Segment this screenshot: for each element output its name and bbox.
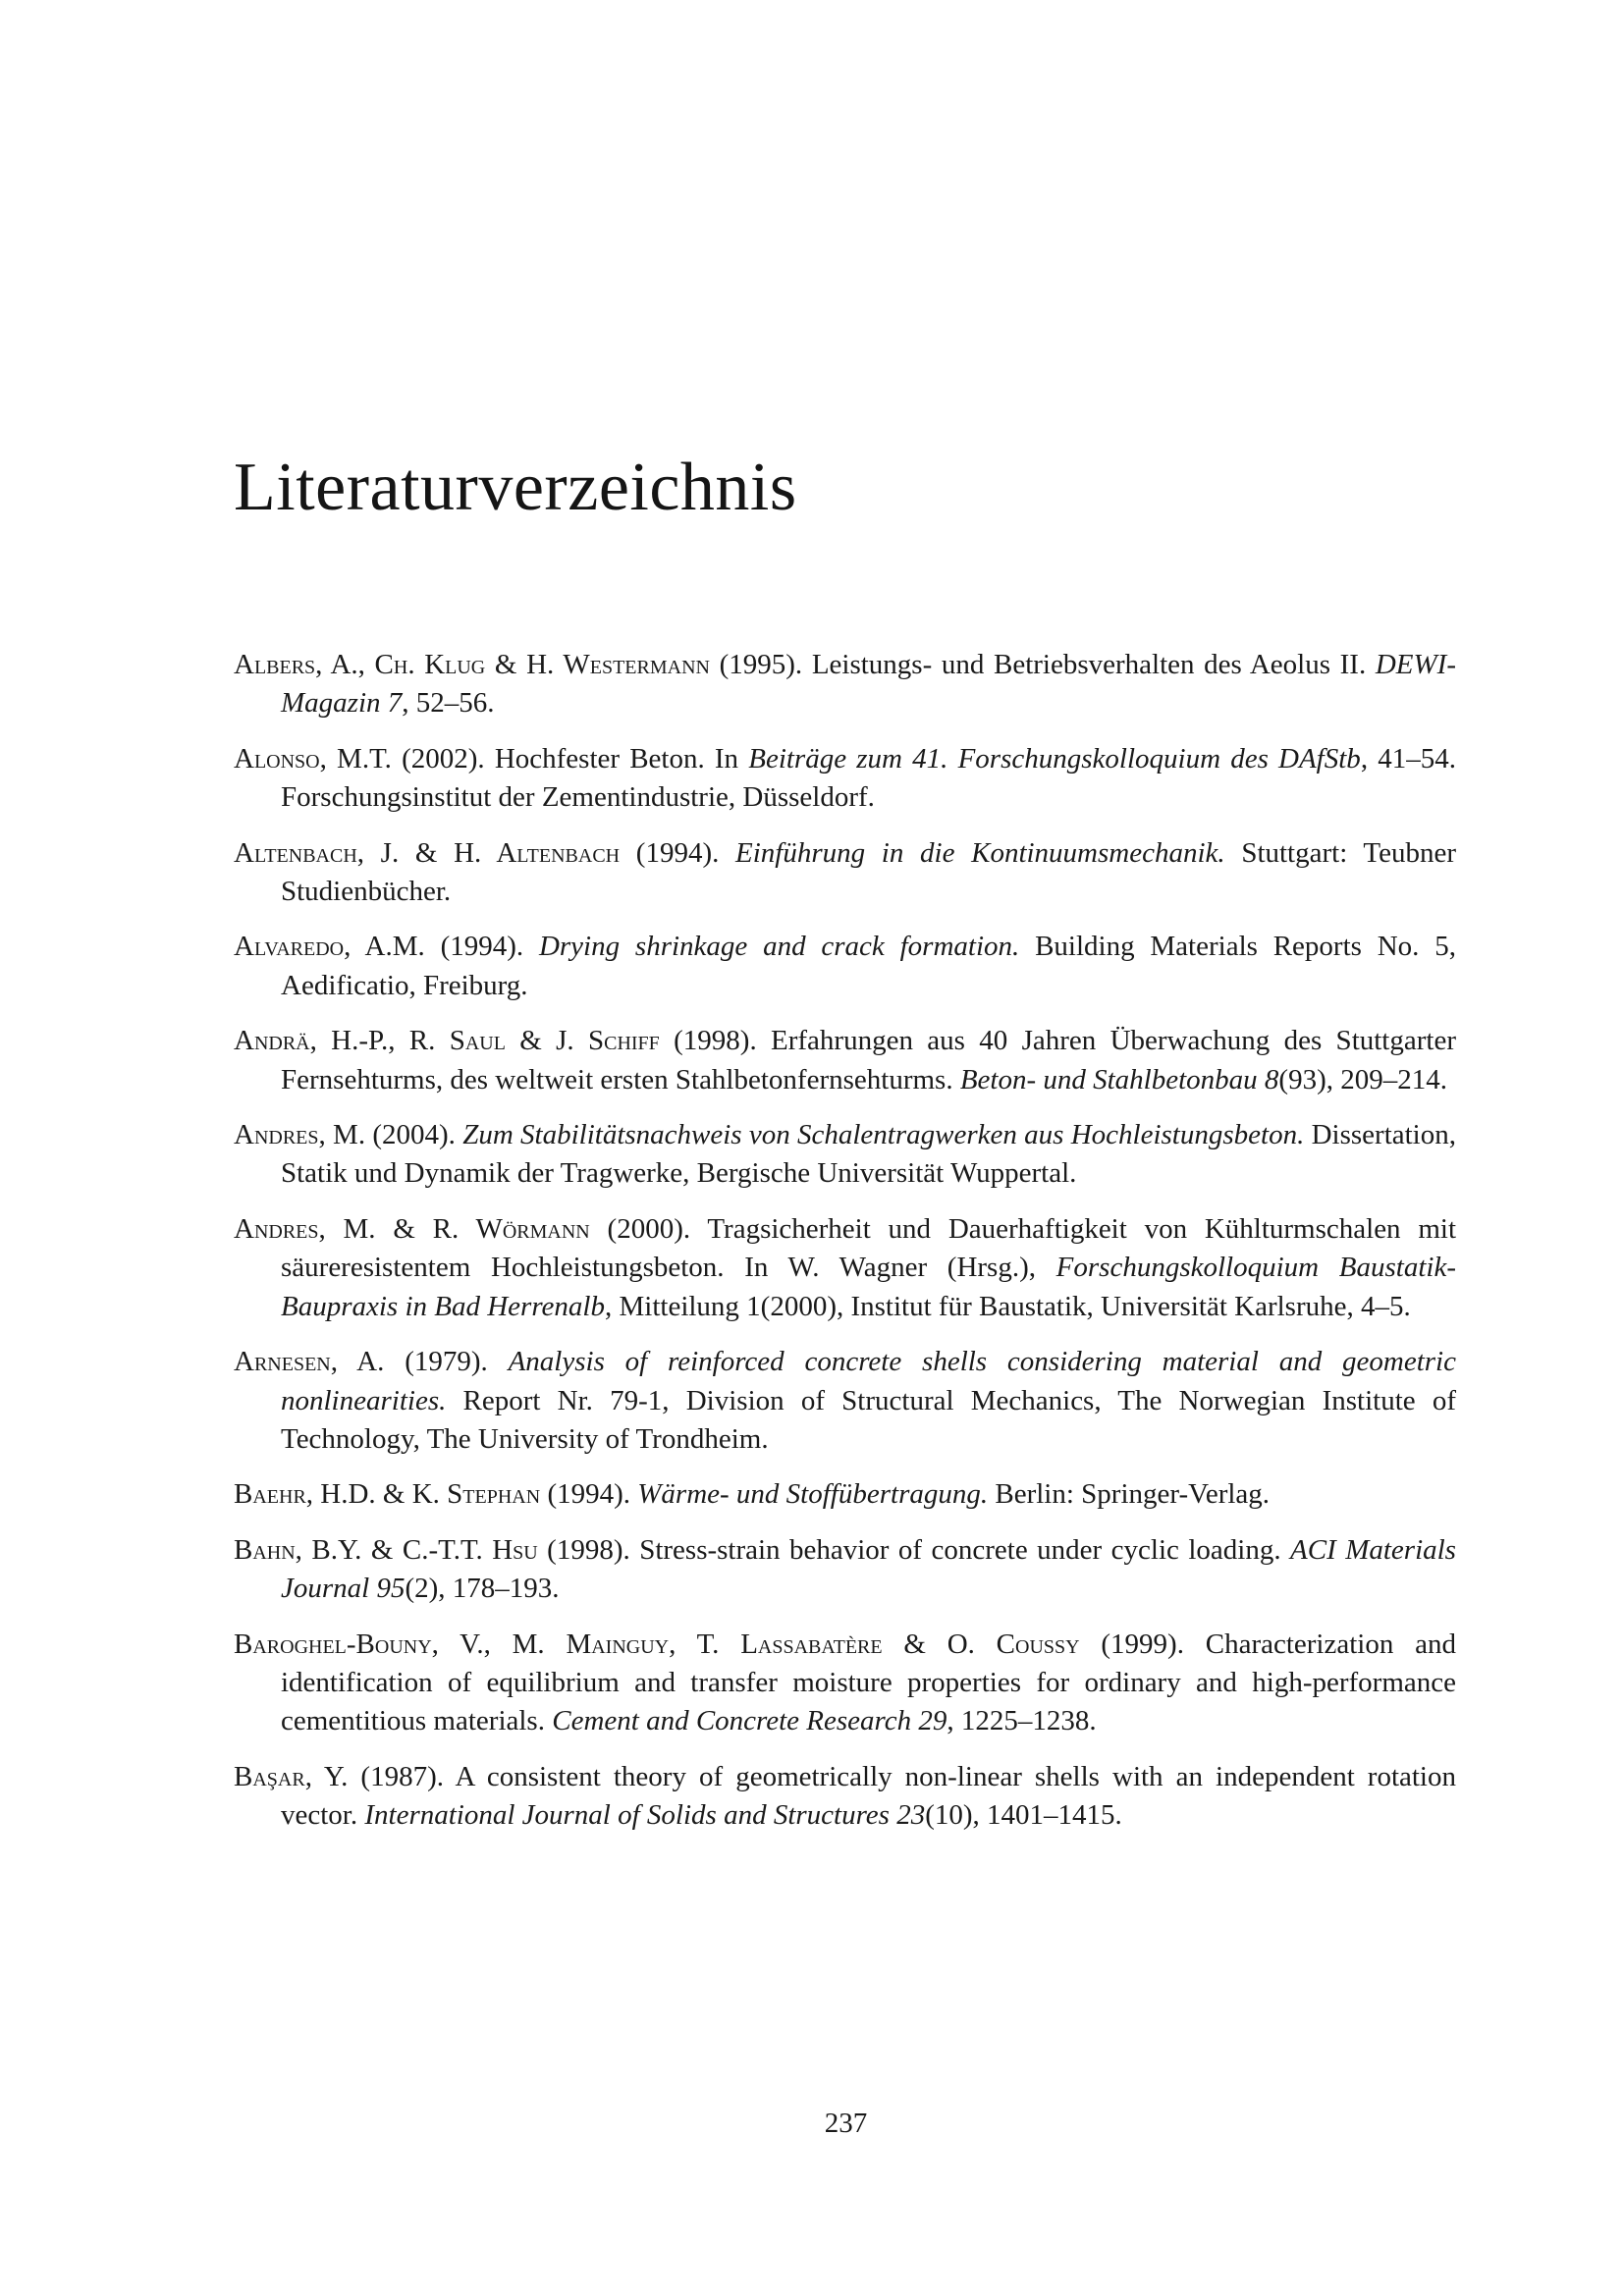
entry-year: (1994).	[540, 1478, 638, 1511]
bibliography-entry	[234, 740, 1456, 818]
entry-year: (1999).	[1079, 1628, 1206, 1660]
entry-source: Cement and Concrete Research 29	[552, 1705, 947, 1737]
entry-authors: Andres, M. & R. Wörmann	[234, 1212, 590, 1245]
entry-source: Forschungskolloquium Baustatik-Baupraxis in Bad Herrenalb	[281, 1252, 1456, 1322]
bibliography-entry	[234, 1531, 1456, 1609]
entry-details: Report Nr. 79-1, Division of Structural Mechanics, The Norwegian Institute of Technology, The University of Trondheim.	[281, 1384, 1456, 1455]
entry-authors: Bahn, B.Y. & C.-T.T. Hsu	[234, 1533, 538, 1566]
entry-authors: Alvaredo, A.M.	[234, 931, 425, 963]
entry-year: (1998).	[537, 1533, 640, 1566]
entry-details: , 1225–1238.	[947, 1705, 1097, 1737]
bibliography-entry	[234, 1116, 1456, 1194]
entry-source: International Journal of Solids and Structures 23	[364, 1799, 926, 1832]
entry-details: , Mitteilung 1(2000), Institut für Baustatik, Universität Karlsruhe, 4–5.	[604, 1290, 1411, 1322]
bibliography-entry	[234, 834, 1456, 912]
entry-authors: Andrä, H.-P., R. Saul & J. Schiff	[234, 1025, 660, 1057]
bibliography-entry	[234, 1343, 1456, 1459]
entry-year: (1994).	[424, 931, 539, 963]
bibliography-entry	[234, 1210, 1456, 1326]
entry-year: (1979).	[384, 1346, 509, 1378]
entry-year: (2002).	[391, 742, 495, 774]
entry-source: Wärme- und Stoffübertragung.	[637, 1478, 989, 1511]
entry-details: (10), 1401–1415.	[925, 1799, 1122, 1832]
entry-source: Beton- und Stahlbetonbau 8	[959, 1063, 1279, 1095]
entry-source: ACI Materials Journal 95	[281, 1533, 1456, 1605]
entry-year: (1987).	[348, 1760, 456, 1792]
page-number: 237	[824, 2108, 868, 2139]
entry-source: Analysis of reinforced concrete shells considering material and geometric nonlinearities.	[281, 1346, 1456, 1416]
bibliography-entry	[234, 1626, 1456, 1741]
entry-authors: Başar, Y.	[234, 1760, 349, 1792]
entry-text: Stress-strain behavior of concrete under cyclic loading.	[639, 1533, 1291, 1566]
entry-text: Characterization and identification of equilibrium and transfer moisture properties for ordinary and high-performance cementitious materials.	[281, 1628, 1456, 1737]
entry-text: Erfahrungen aus 40 Jahren Überwachung des Stuttgarter Fernsehturms, des weltweit ersten Stahlbetonfernsehturms.	[281, 1025, 1456, 1095]
entry-source: Einführung in die Kontinuumsmechanik.	[735, 836, 1225, 869]
entry-details: Stuttgart: Teubner Studienbücher.	[281, 836, 1456, 908]
entry-details: (2), 178–193.	[405, 1573, 560, 1605]
page-title: Literaturverzeichnis	[234, 450, 797, 525]
entry-text: Tragsicherheit und Dauerhaftigkeit von Kühlturmschalen mit säureresistentem Hochleistungsbeton. In W. Wagner (Hrsg.),	[281, 1212, 1456, 1284]
entry-details: , 52–56.	[402, 687, 495, 720]
entry-authors: Andres, M.	[234, 1119, 366, 1151]
bibliography-entry	[234, 646, 1456, 723]
entry-authors: Baroghel-Bouny, V., M. Mainguy, T. Lassabatère & O. Coussy	[234, 1628, 1080, 1660]
entry-details: Dissertation, Statik und Dynamik der Tragwerke, Bergische Universität Wuppertal.	[281, 1119, 1456, 1190]
entry-source: Zum Stabilitätsnachweis von Schalentragwerken aus Hochleistungsbeton.	[462, 1119, 1305, 1151]
entry-source: Beiträge zum 41. Forschungskolloquium des DAfStb	[748, 742, 1361, 774]
entry-year: (2000).	[589, 1212, 708, 1245]
entry-source: DEWI-Magazin 7	[281, 649, 1456, 720]
entry-text: Hochfester Beton. In	[494, 742, 749, 774]
bibliography-entry	[234, 1475, 1456, 1514]
entry-authors: Alonso, M.T.	[234, 742, 392, 774]
entry-authors: Altenbach, J. & H. Altenbach	[234, 836, 621, 869]
entry-details: (93), 209–214.	[1278, 1063, 1447, 1095]
entry-text: A consistent theory of geometrically non-linear shells with an independent rotation vector.	[281, 1760, 1456, 1832]
bibliography-entry	[234, 1758, 1456, 1836]
entry-details: Berlin: Springer-Verlag.	[988, 1478, 1271, 1511]
entry-details: Building Materials Reports No. 5, Aedificatio, Freiburg.	[281, 931, 1456, 1001]
entry-authors: Albers, A., Ch. Klug & H. Westermann	[234, 649, 710, 680]
bibliography-entry	[234, 928, 1456, 1005]
entry-details: , 41–54. Forschungsinstitut der Zementindustrie, Düsseldorf.	[281, 742, 1456, 814]
entry-year: (1994).	[620, 836, 736, 869]
entry-authors: Baehr, H.D. & K. Stephan	[234, 1478, 541, 1511]
entry-authors: Arnesen, A.	[234, 1346, 385, 1378]
entry-year: (2004).	[365, 1119, 463, 1151]
entry-text: Leistungs- und Betriebsverhalten des Aeolus II.	[811, 649, 1376, 680]
bibliography-entry	[234, 1022, 1456, 1099]
bibliography-list	[234, 646, 1456, 1852]
entry-year: (1998).	[659, 1025, 772, 1057]
entry-source: Drying shrinkage and crack formation.	[538, 931, 1020, 963]
entry-year: (1995).	[709, 649, 812, 680]
